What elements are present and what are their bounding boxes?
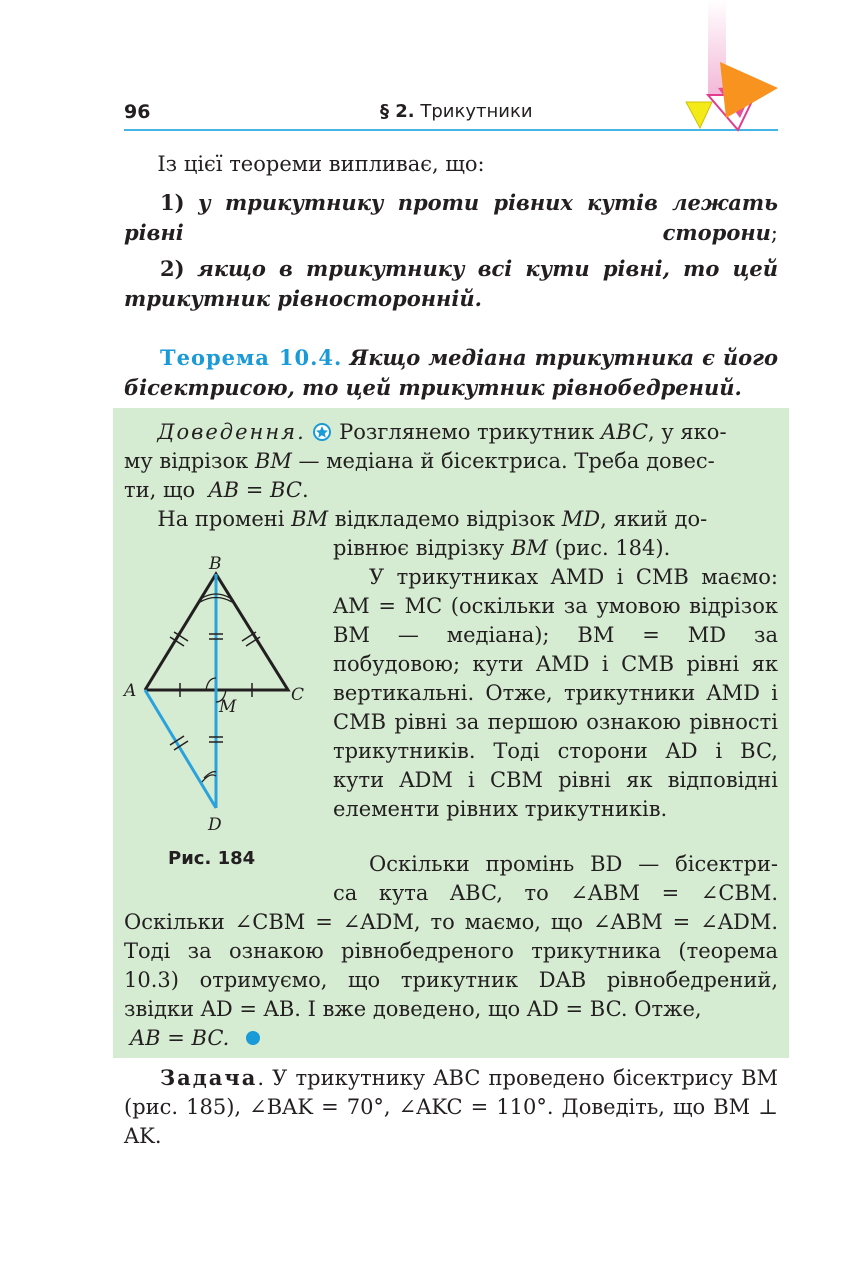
proof-paragraph-2: На промені BM відкладемо відрізок MD, який до- [157, 507, 708, 531]
label-a: A [124, 681, 137, 701]
theorem-10-4 [124, 343, 778, 403]
proof-paragraph-4d: Тоді за ознакою рівнобедреного трикутника (теорема 10.3) отримуємо, що трикутник DAB рівнобедрений, звідки AD = AB. І вже доведено, що AD = BC. Отже, [124, 939, 778, 1021]
theorem-label: Теорема 10.4. [160, 345, 343, 370]
consequence-2: 2) якщо в трикутнику всі кути рівні, то цей трикутник рівносторонній. [124, 256, 778, 311]
task-label: Задача [160, 1065, 258, 1090]
proof-paragraph-3: У трикутниках AMD і CMB маємо: AM = MC (оскільки за умовою відрізок BM — медіана); BM = MD за побудовою; кути AMD і CMB рівні як вертикальні. Отже, трикутники AMD і CMB рівні за першою ознакою рівності трикутників. Тоді сторони AD і BC, кути ADM і CBM рівні як відповідні елементи рівних трикутників. [333, 565, 778, 821]
task-paragraph [124, 1063, 778, 1151]
proof-start-icon [312, 422, 332, 442]
section-title: Трикутники [420, 101, 533, 122]
proof-paragraph-4a: Оскільки промінь BD — бісектри- [369, 852, 778, 876]
consequence-1: 1) у трикутнику проти рівних кутів лежать рівні сторони; [124, 190, 778, 245]
figure-184 [120, 550, 320, 840]
proof-paragraph-4b: са кута ABC, то ∠ABM = ∠CBM. [333, 881, 778, 905]
label-d: D [208, 815, 222, 835]
section-header [380, 101, 533, 122]
corner-decoration-icon [680, 0, 790, 135]
figure-caption: Рис. 184 [168, 848, 256, 869]
proof-paragraph-1: Доведення. Розглянемо трикутник ABC, у яко- му відрізок BM — медіана й бісектриса. Треба довес- ти, що AB = BC. [124, 420, 727, 502]
proof-paragraph-2-cont: рівнює відрізку BM (рис. 184). [333, 536, 671, 560]
label-m: M [219, 697, 237, 717]
task-text: . У трикутнику ABC проведено бісектрису BM (рис. 185), ∠BAK = 70°, ∠AKC = 110°. Доведіть, що BM ⊥ AK. [124, 1066, 778, 1148]
section-number: § 2. [380, 101, 415, 122]
intro-line: Із цієї теореми випливає, що: [157, 152, 485, 176]
proof-conclusion: AB = BC. [130, 1024, 430, 1053]
label-b: B [209, 554, 222, 574]
segment-ad [145, 690, 216, 808]
proof-label: Доведення. [157, 420, 306, 444]
proof-end-icon [244, 1029, 262, 1047]
theorem-text: Якщо медіана трикутника є його бісектрисою, то цей трикутник рівнобедрений. [124, 345, 778, 400]
page-number: 96 [124, 101, 151, 123]
proof-paragraph-4c: Оскільки ∠CBM = ∠ADM, то маємо, що ∠ABM = ∠ADM. [124, 910, 778, 934]
label-c: C [291, 685, 305, 705]
